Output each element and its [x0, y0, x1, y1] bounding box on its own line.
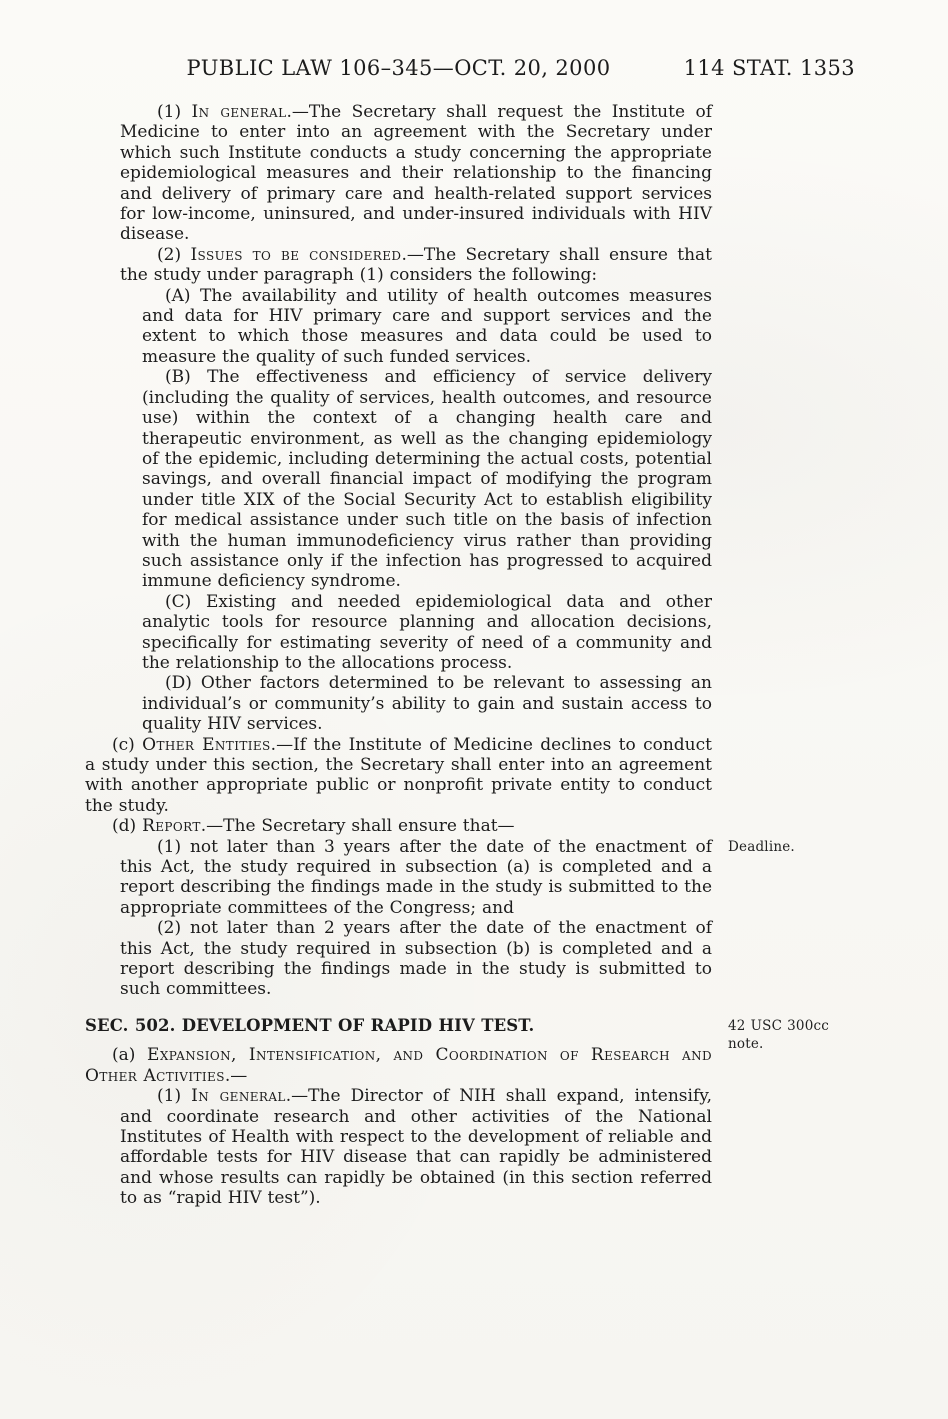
para-prefix: (1) [157, 102, 192, 122]
para-text: .—If the Institute of Medicine declines to conduct a study under this section, the Secretary shall enter into an agreement with another appropriate public or nonprofit private entity to conduct the study. [85, 734, 712, 816]
para-text: (A) The availability and utility of health outcomes measures and data for HIV primary care and support services and the extent to which those measures and data could be used to measure the quality of such funded services. [142, 285, 712, 367]
para-a-expansion [85, 1045, 712, 1086]
para-a1-in-general [120, 1086, 712, 1208]
para-2c-existing-data [142, 592, 712, 674]
para-text: (D) Other factors determined to be relevant to assessing an individual’s or community’s ability to gain and sustain access to quality HIV services. [142, 673, 712, 735]
para-smallcaps-label: In general [191, 1086, 286, 1107]
running-head-stat-number: 114 STAT. 1353 [683, 56, 855, 80]
para-2b-effectiveness [142, 367, 712, 591]
para-text: .— [224, 1065, 248, 1086]
para-d1-three-years [120, 836, 795, 919]
para-2a-availability [142, 286, 712, 368]
margin-note-deadline: Deadline. [728, 838, 795, 855]
para-text: .—The Secretary shall ensure that the study under paragraph (1) considers the following: [120, 244, 713, 286]
para-text: (1) not later than 3 years after the date of the enactment of this Act, the study required in subsection (a) is completed and a report describing the findings made in the study is submitted to the appropriate committees of the Congress; and [120, 836, 712, 918]
para-smallcaps-label: Other Entities [142, 734, 271, 755]
para-text: (C) Existing and needed epidemiological data and other analytic tools for resource planning and allocation decisions, specifically for estimating severity of need of a community and the relationship to the allocations process. [142, 591, 712, 673]
section-502-heading [85, 1015, 830, 1052]
para-prefix: (2) [157, 244, 191, 265]
para-smallcaps-label: Issues to be considered [190, 244, 402, 265]
para-d-report [85, 816, 712, 836]
para-text: .—The Director of NIH shall expand, intensify, and coordinate research and other activities of the National Institutes of Health with respect to the development of reliable and affordable tests for HIV disease that can rapidly be administered and whose results can rapidly be obtained (in this section referred to as “rapid HIV test”). [120, 1086, 712, 1209]
para-text: .—The Secretary shall ensure that— [200, 816, 515, 837]
margin-note-usc: 42 USC 300cc note. [728, 1017, 830, 1052]
para-text: (B) The effectiveness and efficiency of service delivery (including the quality of services, health outcomes, and resource use) within the context of a changing health care and therapeutic environment, as well as the changing epidemiology of the epidemic, including determining the actual costs, potential savings, and overall financial impact of modifying the program under title XIX of the Social Security Act to establish eligibility for medical assistance under such title on the basis of infection with the human immunodeficiency virus rather than providing such assistance only if the infection has progressed to acquired immune deficiency syndrome. [142, 367, 712, 592]
para-2-issues [120, 245, 712, 286]
para-text: (2) not later than 2 years after the date of the enactment of this Act, the study required in subsection (b) is completed and a report describing the findings made in the study is submitted to such committees. [120, 918, 712, 1000]
para-smallcaps-label: Expansion, Intensification, and Coordination of Research and Other Activities [85, 1045, 713, 1086]
para-prefix: (1) [157, 1086, 192, 1107]
para-prefix: (c) [112, 734, 143, 755]
para-2d-other-factors [142, 673, 712, 734]
statute-body [85, 102, 830, 1209]
section-heading-text: SEC. 502. DEVELOPMENT OF RAPID HIV TEST. [85, 1015, 535, 1035]
para-c-other-entities [85, 735, 712, 817]
para-smallcaps-label: Report [142, 816, 201, 837]
para-d2-two-years [120, 918, 712, 1000]
para-prefix: (a) [112, 1045, 148, 1066]
para-prefix: (d) [112, 816, 143, 837]
running-head-law-title: PUBLIC LAW 106–345—OCT. 20, 2000 [186, 56, 611, 80]
para-smallcaps-label: In general [191, 102, 287, 122]
para-text: .—The Secretary shall request the Institute of Medicine to enter into an agreement with the Secretary under which such Institute conducts a study concerning the appropriate epidemiological measures and their relationship to the financing and delivery of primary care and health-related support services for low-income, uninsured, and under-insured individuals with HIV disease. [120, 102, 712, 245]
para-1-in-general [120, 102, 712, 245]
